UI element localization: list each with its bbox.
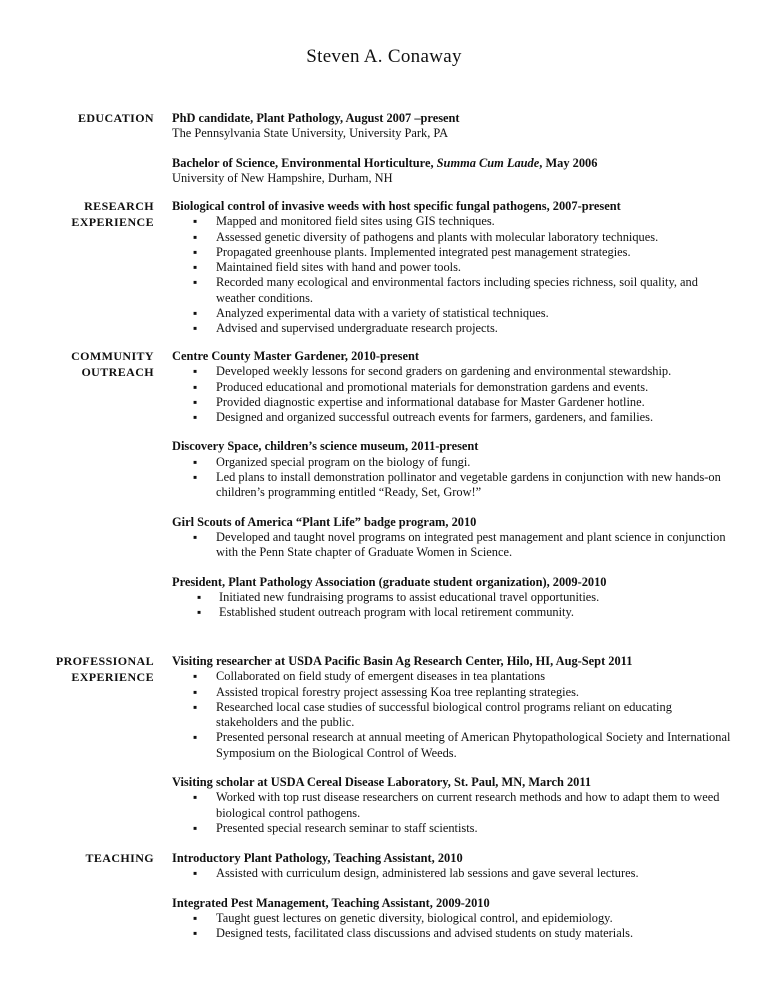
degree-date: , May 2006 [539, 155, 598, 170]
bullet-list [172, 866, 732, 881]
community-entry [172, 515, 732, 561]
research-label-line: RESEARCH [84, 199, 154, 213]
teaching-entry [172, 896, 732, 942]
resume-name: Steven A. Conaway [306, 46, 462, 67]
honors-text: Summa Cum Laude [436, 155, 540, 170]
bullet-item: ▪ Recorded many ecological and environmental factors including species richness, soil quality, and weather conditions. [172, 275, 732, 306]
bullet-item: ▪ Developed and taught novel programs on integrated pest management and plant science in conjunction with the Penn State chapter of Graduate Women in Science. [172, 530, 732, 561]
bullet-item: ▪ Designed tests, facilitated class discussions and advised students on study materials. [172, 926, 732, 941]
research-label-line: EXPERIENCE [71, 214, 154, 229]
bullet-item: ▪ Assisted tropical forestry project assessing Koa tree replanting strategies. [172, 685, 732, 700]
bullet-item: ▪ Produced educational and promotional materials for demonstration gardens and events. [172, 380, 732, 395]
community-body [172, 349, 732, 620]
entry-title: Biological control of invasive weeds with host specific fungal pathogens, 2007-present [172, 199, 621, 213]
bullet-item: ▪ Organized special program on the biology of fungi. [172, 455, 732, 470]
bullet-item: ▪ Presented personal research at annual meeting of American Phytopathological Society and International Symposium on the Biological Control of Weeds. [172, 730, 732, 761]
bullet-item: ▪ Assisted with curriculum design, administered lab sessions and gave several lectures. [172, 866, 732, 881]
bullet-list [172, 911, 732, 942]
bullet-item: ▪ Assessed genetic diversity of pathogens and plants with molecular laboratory techniques. [172, 230, 732, 245]
entry-title: Discovery Space, children’s science museum, 2011-present [172, 439, 479, 454]
bullet-item: ▪ Taught guest lectures on genetic diversity, biological control, and epidemiology. [172, 911, 732, 926]
education-entry [172, 111, 732, 142]
bullet-item: ▪ Initiated new fundraising programs to assist educational travel opportunities. [172, 590, 732, 605]
bullet-item: ▪ Analyzed experimental data with a variety of statistical techniques. [172, 306, 732, 321]
bullet-list [172, 669, 732, 761]
research-entry [172, 199, 732, 337]
bullet-list [172, 790, 732, 836]
entry-institution: University of New Hampshire, Durham, NH [172, 170, 393, 185]
professional-entry [172, 654, 732, 761]
research-label [30, 199, 154, 230]
bullet-list [172, 590, 732, 621]
teaching-body [172, 851, 732, 941]
bullet-list [172, 364, 732, 425]
community-label-line: COMMUNITY [71, 349, 154, 363]
bullet-item: ▪ Provided diagnostic expertise and informational database for Master Gardener hotline. [172, 395, 732, 410]
entry-title: Centre County Master Gardener, 2010-present [172, 349, 419, 363]
education-label-text: EDUCATION [77, 111, 154, 125]
bullet-item: ▪ Maintained field sites with hand and power tools. [172, 260, 732, 275]
entry-title: Integrated Pest Management, Teaching Assistant, 2009-2010 [172, 895, 490, 910]
community-label [30, 349, 154, 380]
bullet-item: ▪ Established student outreach program with local retirement community. [172, 605, 732, 620]
entry-title: Introductory Plant Pathology, Teaching Assistant, 2010 [172, 851, 463, 865]
bullet-item: ▪ Designed and organized successful outreach events for farmers, gardeners, and families. [172, 410, 732, 425]
entry-title: Girl Scouts of America “Plant Life” badge program, 2010 [172, 514, 477, 529]
professional-label-line: PROFESSIONAL [55, 654, 154, 668]
professional-entry [172, 775, 732, 836]
bullet-item: ▪ Presented special research seminar to staff scientists. [172, 821, 732, 836]
research-body [172, 199, 732, 337]
professional-body [172, 654, 732, 836]
community-entry [172, 439, 732, 500]
teaching-label-text: TEACHING [85, 851, 154, 865]
professional-label-line: EXPERIENCE [71, 669, 154, 684]
bullet-item: ▪ Led plans to install demonstration pollinator and vegetable gardens in conjunction with new hands-on children’s programming entitled “Ready, Set, Grow!” [172, 470, 732, 501]
entry-title: Visiting scholar at USDA Cereal Disease Laboratory, St. Paul, MN, March 2011 [172, 775, 592, 790]
entry-title: Visiting researcher at USDA Pacific Basin Ag Research Center, Hilo, HI, Aug-Sept 2011 [172, 654, 633, 668]
bullet-item: ▪ Mapped and monitored field sites using GIS techniques. [172, 214, 732, 229]
community-entry [172, 575, 732, 621]
teaching-label [30, 851, 154, 867]
education-label [30, 111, 154, 127]
bullet-list [172, 530, 732, 561]
teaching-entry [172, 851, 732, 882]
entry-title: President, Plant Pathology Association (graduate student organization), 2009-2010 [172, 574, 607, 589]
community-label-line: OUTREACH [81, 364, 154, 379]
bullet-item: ▪ Researched local case studies of successful biological control programs reliant on educating stakeholders and the public. [172, 700, 732, 731]
professional-label [30, 654, 154, 685]
education-entry [172, 156, 732, 187]
bullet-item: ▪ Collaborated on field study of emergent diseases in tea plantations [172, 669, 732, 684]
bullet-item: ▪ Developed weekly lessons for second graders on gardening and environmental stewardship. [172, 364, 732, 379]
community-entry [172, 349, 732, 425]
bullet-list [172, 455, 732, 501]
bullet-list [172, 214, 732, 336]
education-body [172, 111, 732, 186]
entry-title [172, 156, 732, 171]
bullet-item: ▪ Propagated greenhouse plants. Implemented integrated pest management strategies. [172, 245, 732, 260]
bullet-item: ▪ Advised and supervised undergraduate research projects. [172, 321, 732, 336]
bullet-item: ▪ Worked with top rust disease researchers on current research methods and how to adapt them to weed biological control pathogens. [172, 790, 732, 821]
degree-text: Bachelor of Science, Environmental Horticulture, [172, 155, 437, 170]
entry-title: PhD candidate, Plant Pathology, August 2007 –present [172, 111, 460, 125]
entry-institution: The Pennsylvania State University, University Park, PA [172, 126, 449, 141]
